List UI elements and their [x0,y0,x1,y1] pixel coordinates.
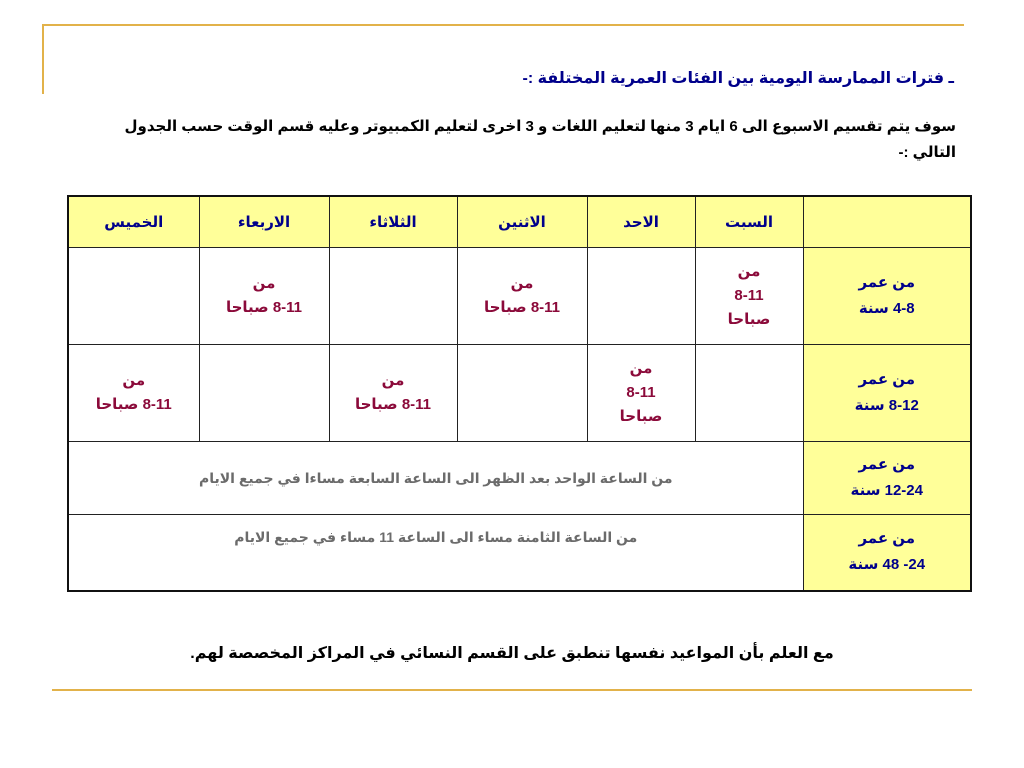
age-label: من عمر [858,371,916,388]
age-range: 4-8 سنة [858,300,915,317]
age-range: 24- 48 سنة [848,556,926,574]
slot-from: من [629,360,653,377]
slot-from: من [252,275,276,292]
empty-cell [695,345,803,442]
slot-from: من [381,372,405,389]
top-divider [42,24,964,26]
empty-cell [329,248,457,345]
age-group-cell [803,248,971,345]
empty-cell [199,345,329,442]
table-row [68,515,971,591]
table-header-row [68,196,971,248]
slot-period: صباحا [619,408,663,425]
empty-cell [68,248,199,345]
slot-time: 8-11 صباحا [354,396,432,413]
header-day-monday: الاثنين [457,196,587,248]
page-heading: ـ فترات الممارسة اليومية بين الفئات العمرية المختلفة :- [522,70,954,87]
time-slot-cell [68,345,199,442]
age-range: 12-24 سنة [850,482,923,499]
left-divider [42,24,44,94]
table-row [68,345,971,442]
slot-time: 8-11 صباحا [225,299,303,316]
slot-time: 8-11 صباحا [95,396,172,413]
time-slot-cell [457,248,587,345]
slot-from: من [510,275,534,292]
footnote: مع العلم بأن المواعيد نفسها تنطبق على القسم النسائي في المراكز المخصصة لهم. [190,645,834,662]
time-slot-cell [587,345,695,442]
age-label: من عمر [858,456,916,473]
slot-from: من [122,372,146,389]
intro-paragraph: سوف يتم تقسيم الاسبوع الى 6 ايام 3 منها لتعليم اللغات و 3 اخرى لتعليم الكمبيوتر وعليه قسم الوقت حسب الجدول التالي :- [124,118,956,161]
time-slot-cell [199,248,329,345]
age-group-cell [803,345,971,442]
all-days-time-text: من الساعة الواحد بعد الظهر الى الساعة السابعة مساءا في جميع الايام [198,469,673,486]
slot-from: من [737,263,761,280]
age-label: من عمر [858,274,916,291]
header-day-wednesday: الاربعاء [199,196,329,248]
slot-period: صباحا [727,311,771,328]
table-row [68,442,971,515]
empty-cell [457,345,587,442]
slot-time: 8-11 صباحا [483,299,561,316]
header-day-tuesday: الثلاثاء [329,196,457,248]
bottom-divider [52,689,972,691]
header-corner-cell [803,196,971,248]
age-group-cell [803,442,971,515]
all-days-time-text: من الساعة الثامنة مساء الى الساعة 11 مساء في جميع الايام [234,529,638,545]
all-days-time-cell [68,515,803,591]
slot-hours: 8-11 [734,287,764,304]
header-day-saturday: السبت [695,196,803,248]
header-day-sunday: الاحد [587,196,695,248]
time-slot-cell [695,248,803,345]
all-days-time-cell [68,442,803,515]
age-range: 8-12 سنة [854,397,919,414]
age-label: من عمر [858,530,916,548]
empty-cell [587,248,695,345]
schedule-table [67,195,972,592]
age-group-cell [803,515,971,591]
time-slot-cell [329,345,457,442]
table-row [68,248,971,345]
header-day-thursday: الخميس [68,196,199,248]
slot-hours: 8-11 [626,384,656,401]
